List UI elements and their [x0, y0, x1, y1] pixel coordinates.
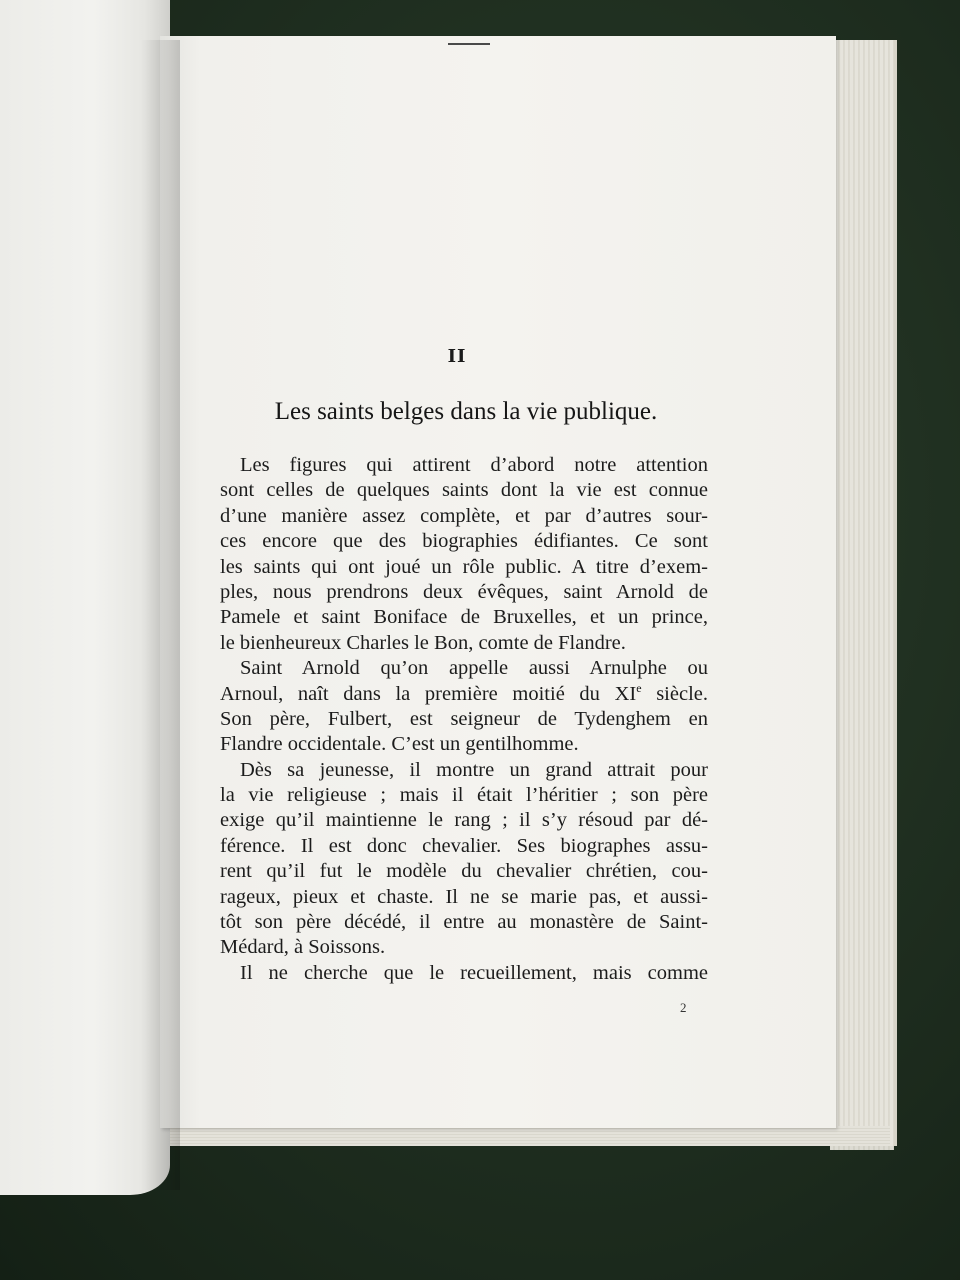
- text-line: d’une manière assez complète, et par d’autres sour-: [220, 504, 708, 527]
- text-line: Il ne cherche que le recueillement, mais comme: [240, 961, 708, 984]
- text-line: Pamele et saint Boniface de Bruxelles, et un prince,: [220, 606, 708, 629]
- text-fragment: Arnoul, naît dans la première moitié du XI: [220, 682, 637, 705]
- body-text: [220, 453, 708, 986]
- page-edges-bottom: [150, 1126, 890, 1146]
- text-line: sont celles de quelques saints dont la vie est connue: [220, 479, 708, 502]
- text-line: les saints qui ont joué un rôle public. A titre d’exem-: [220, 555, 708, 578]
- text-line: tôt son père décédé, il entre au monastère de Saint-: [220, 911, 708, 934]
- superscript: e: [636, 680, 642, 695]
- text-line: Son père, Fulbert, est seigneur de Tydenghem en: [220, 707, 708, 730]
- text-line: le bienheureux Charles le Bon, comte de Flandre.: [220, 631, 626, 654]
- text-fragment: siècle.: [641, 682, 708, 705]
- text-line: rageux, pieux et chaste. Il ne se marie pas, et aussi-: [220, 885, 708, 908]
- text-line: rent qu’il fut le modèle du chevalier chrétien, cou-: [220, 860, 708, 883]
- text-line: exige qu’il maintienne le rang ; il s’y résoud par dé-: [220, 809, 708, 832]
- text-line: Flandre occidentale. C’est un gentilhomme.: [220, 733, 579, 756]
- page-edges: [830, 40, 894, 1150]
- text-line: Médard, à Soissons.: [220, 936, 386, 959]
- text-line: la vie religieuse ; mais il était l’héritier ; son père: [220, 784, 708, 807]
- text-line: Les figures qui attirent d’abord notre attention: [240, 454, 708, 476]
- text-line: ces encore que des biographies édifiantes. Ce sont: [220, 530, 708, 553]
- chapter-title: Les saints belges dans la vie publique.: [274, 398, 658, 425]
- text-line: férence. Il est donc chevalier. Ses biographes assu-: [220, 834, 708, 857]
- page-number: 2: [680, 1000, 687, 1015]
- text-line: ples, nous prendrons deux évêques, saint Arnold de: [220, 580, 708, 603]
- text-line: Saint Arnold qu’on appelle aussi Arnulphe ou: [240, 657, 708, 680]
- chapter-number: II: [447, 346, 467, 367]
- top-rule: [448, 43, 490, 45]
- text-line-with-superscript: [220, 682, 708, 707]
- text-line: Dès sa jeunesse, il montre un grand attrait pour: [240, 758, 708, 781]
- gutter-shadow: [140, 40, 180, 1190]
